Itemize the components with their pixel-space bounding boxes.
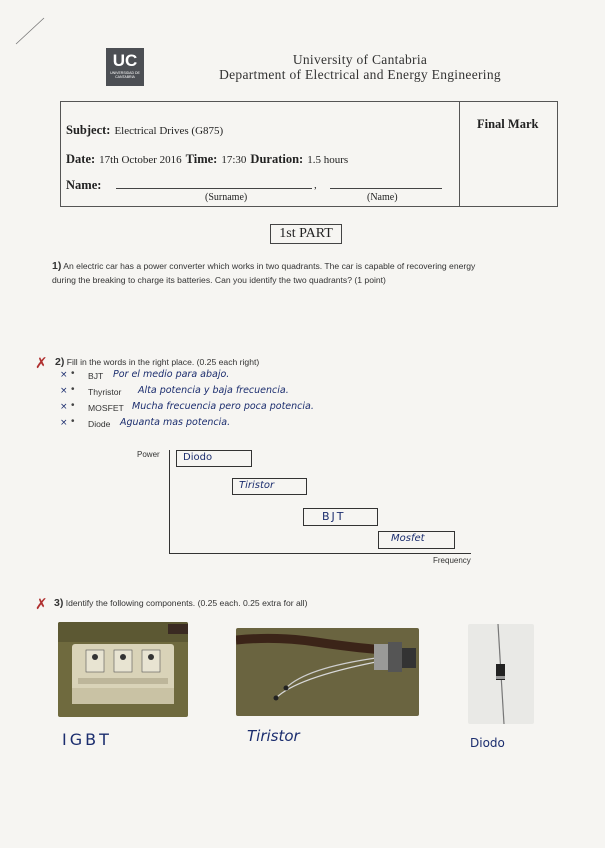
question-2-number: 2) <box>55 356 65 368</box>
chart-ylabel: Power <box>137 450 160 459</box>
bullet: • <box>71 416 75 427</box>
diagram-box-mosfet <box>378 531 455 549</box>
chart-x-axis <box>169 553 471 554</box>
time-label: Time: <box>185 152 218 166</box>
item-label: MOSFET <box>88 403 124 413</box>
pencil-stroke <box>12 12 48 48</box>
surname-line <box>116 188 312 189</box>
question-3-text: Identify the following components. (0.25 each. 0.25 extra for all) <box>65 598 308 608</box>
diagram-box-tiristor <box>232 478 307 495</box>
question-2-heading <box>55 355 259 369</box>
item-mark: × <box>60 418 68 428</box>
question-1 <box>52 259 572 287</box>
date-value: 17th October 2016 <box>99 154 182 166</box>
chart-xlabel: Frequency <box>433 556 471 565</box>
bullet: • <box>71 400 75 411</box>
item-answer: Mucha frecuencia pero poca potencia. <box>132 401 314 412</box>
q3-answer-3: Diodo <box>470 736 505 750</box>
question-2-text: Fill in the words in the right place. (0.25 each right) <box>66 357 260 367</box>
question-1-text-line2: during the breaking to charge its batteries. Can you identify the two quadrants? (1 point) <box>52 275 386 285</box>
diode-photo <box>468 624 534 724</box>
list-item <box>60 386 440 402</box>
subject-label: Subject: <box>66 123 111 137</box>
department-name: Department of Electrical and Energy Engineering <box>219 67 501 82</box>
item-mark: × <box>60 370 68 380</box>
diagram-box-diodo <box>176 450 252 467</box>
list-item <box>60 402 440 418</box>
logo-subtitle: UNIVERSIDAD DE CANTABRIA <box>110 71 140 79</box>
final-mark-label: Final Mark <box>477 117 539 131</box>
list-item <box>60 418 440 434</box>
item-label: BJT <box>88 371 104 381</box>
header-divider <box>459 101 460 207</box>
part-title: 1st PART <box>270 224 342 244</box>
diagram-box-label: Diodo <box>183 452 213 463</box>
name-separator: , <box>314 179 317 191</box>
duration-value: 1.5 hours <box>307 154 349 166</box>
q3-answer-1: IGBT <box>62 730 112 749</box>
bullet: • <box>71 384 75 395</box>
diagram-box-label: Tiristor <box>239 480 275 491</box>
diagram-box-label: Mosfet <box>391 533 425 544</box>
question-1-number: 1) <box>52 260 62 272</box>
surname-caption: (Surname) <box>205 192 248 203</box>
q2-grading-mark: ✗ <box>35 354 48 372</box>
subject-value: Electrical Drives (G875) <box>114 125 224 137</box>
university-logo <box>106 48 144 86</box>
name-label: Name: <box>66 178 102 192</box>
time-value: 17:30 <box>221 154 247 166</box>
diagram-box-bjt <box>303 508 378 526</box>
item-answer: Por el medio para abajo. <box>113 369 230 380</box>
question-3-number: 3) <box>54 597 64 609</box>
question-1-text-line1: An electric car has a power converter which works in two quadrants. The car is capable of recovering energy <box>63 261 476 271</box>
name-caption: (Name) <box>367 192 398 203</box>
duration-label: Duration: <box>250 152 304 166</box>
igbt-module-photo <box>58 622 188 717</box>
bullet: • <box>71 368 75 379</box>
item-answer: Alta potencia y baja frecuencia. <box>138 385 289 396</box>
question-3-heading <box>54 596 307 610</box>
chart-y-axis <box>169 450 170 554</box>
subject-row <box>66 121 223 139</box>
date-row <box>66 150 348 168</box>
item-label: Thyristor <box>88 387 122 397</box>
item-answer: Aguanta mas potencia. <box>120 417 231 428</box>
thyristor-photo <box>236 628 419 716</box>
diagram-box-label: BJT <box>322 510 346 523</box>
item-label: Diode <box>88 419 111 429</box>
q3-grading-mark: ✗ <box>35 595 48 613</box>
q2-items-list <box>60 370 440 434</box>
date-label: Date: <box>66 152 96 166</box>
item-mark: × <box>60 402 68 412</box>
list-item <box>60 370 440 386</box>
institution-heading <box>210 52 510 82</box>
firstname-line <box>330 188 442 189</box>
university-name: University of Cantabria <box>292 52 428 67</box>
q3-answer-2: Tiristor <box>247 727 300 745</box>
logo-letters: UC <box>112 51 138 70</box>
item-mark: × <box>60 386 68 396</box>
